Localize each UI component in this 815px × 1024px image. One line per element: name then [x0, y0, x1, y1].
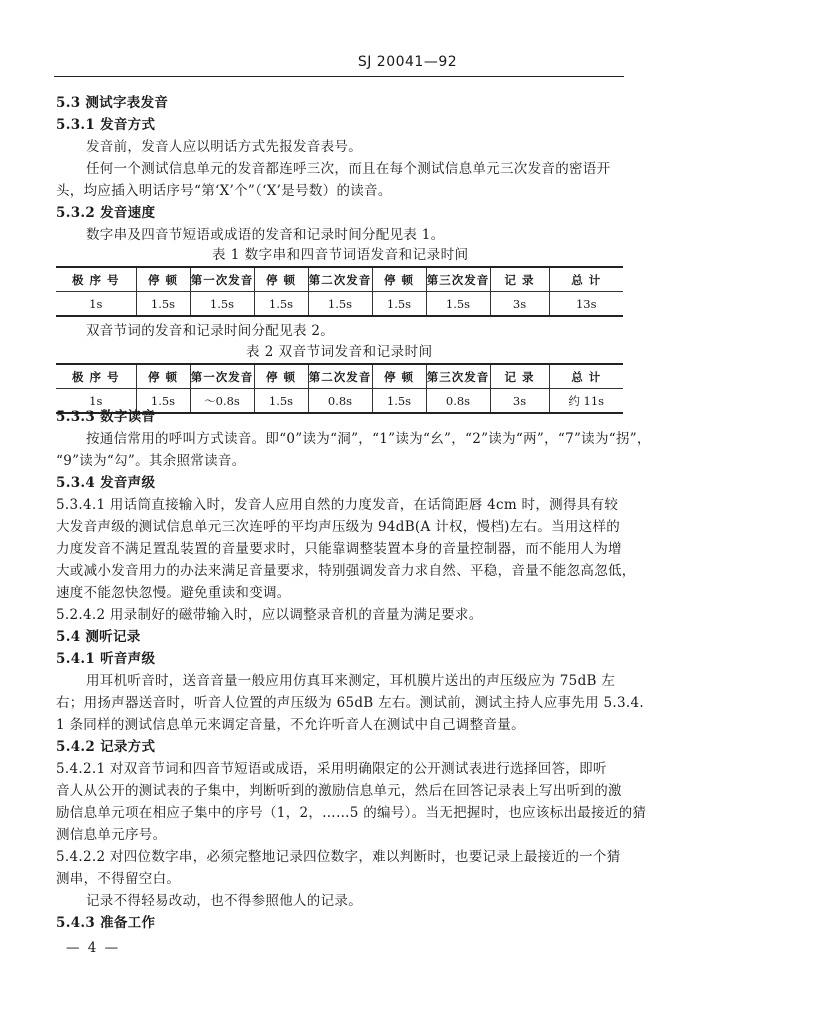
table-2-caption: 表 2 双音节词发音和记录时间 — [246, 344, 433, 360]
table-header-cell: 总 计 — [549, 364, 623, 389]
table-header-cell: 停 顿 — [136, 267, 190, 292]
paragraph-line: 任何一个测试信息单元的发音都连呼三次，而且在每个测试信息单元三次发音的密语开 — [86, 161, 611, 177]
paragraph-line: 5.4.2.1 对双音节词和四音节短语或成语，采用明确限定的公开测试表进行选择回答，即听 — [56, 761, 607, 777]
table-cell: 1.5s — [426, 292, 490, 317]
section-heading-5-4-3: 5.4.3 准备工作 — [56, 915, 156, 931]
section-heading-5-3: 5.3 测试字表发音 — [56, 95, 169, 111]
table-header-cell: 总 计 — [549, 267, 623, 292]
table-cell: 1.5s — [372, 389, 426, 414]
table-header-cell: 极 序 号 — [56, 267, 136, 292]
table-cell: 3s — [490, 292, 549, 317]
paragraph-line: 速度不能忽快忽慢。避免重读和变调。 — [56, 585, 291, 601]
table-cell: 1.5s — [136, 292, 190, 317]
table-cell: 1.5s — [190, 292, 254, 317]
paragraph-line: 数字串及四音节短语或成语的发音和记录时间分配见表 1。 — [86, 227, 445, 243]
section-heading-5-3-4: 5.3.4 发音声级 — [56, 475, 156, 491]
paragraph-line: 用耳机听音时，送音音量一般应用仿真耳来测定，耳机膜片送出的声压级应为 75dB 左 — [86, 673, 616, 689]
table-cell: 约 11s — [549, 389, 623, 414]
table-cell: 1s — [56, 389, 136, 414]
table-header-cell: 极 序 号 — [56, 364, 136, 389]
table-header-cell: 第二次发音 — [308, 364, 372, 389]
paragraph-line: 励信息单元项在相应子集中的序号（1，2，……5 的编号）。当无把握时，也应该标出最接近的猜 — [56, 805, 647, 821]
paragraph-line: 按通信常用的呼叫方式读音。即“0”读为“洞”，“1”读为“幺”，“2”读为“两”，“7”读为“拐”， — [86, 431, 651, 447]
paragraph-line: 大发音声级的测试信息单元三次连呼的平均声压级为 94dB(A 计权，慢档)左右。当用这样的 — [56, 519, 621, 535]
paragraph-line: 5.3.4.1 用话筒直接输入时，发音人应用自然的力度发音，在话筒距唇 4cm 时，测得具有较 — [56, 497, 619, 513]
table-cell: 1s — [56, 292, 136, 317]
table-header-cell: 停 顿 — [372, 364, 426, 389]
table-header-cell: 第二次发音 — [308, 267, 372, 292]
section-heading-5-3-2: 5.3.2 发音速度 — [56, 205, 156, 221]
table-header-cell: 停 顿 — [254, 267, 308, 292]
paragraph-line: 5.2.4.2 用录制好的磁带输入时，应以调整录音机的音量为满足要求。 — [56, 607, 483, 623]
table-header-cell: 记 录 — [490, 364, 549, 389]
table-cell: 1.5s — [136, 389, 190, 414]
table-header-cell: 停 顿 — [254, 364, 308, 389]
table-header-cell: 第三次发音 — [426, 267, 490, 292]
header-rule — [54, 76, 624, 77]
table-cell: 1.5s — [254, 292, 308, 317]
paragraph-line: 测信息单元序号。 — [56, 827, 167, 843]
table-header-cell: 停 顿 — [372, 267, 426, 292]
section-heading-5-4: 5.4 测听记录 — [56, 629, 141, 645]
table-cell: 3s — [490, 389, 549, 414]
paragraph-line: 5.4.2.2 对四位数字串，必须完整地记录四位数字，难以判断时，也要记录上最接近的一个猜 — [56, 849, 621, 865]
table-1 — [56, 266, 623, 317]
paragraph-line: 右；用扬声器送音时，听音人位置的声压级为 65dB 左右。测试前，测试主持人应事先用 5.3.4. — [56, 695, 644, 711]
table-cell: 1.5s — [372, 292, 426, 317]
table-cell: ～0.8s — [190, 389, 254, 414]
standard-code-header: SJ 20041—92 — [357, 54, 458, 70]
paragraph-line: 大或减小发音用力的办法来满足音量要求，特别强调发音力求自然、平稳，音量不能忽高忽低， — [56, 563, 636, 579]
table-2 — [56, 363, 623, 414]
paragraph-line: 记录不得轻易改动，也不得参照他人的记录。 — [86, 893, 362, 909]
section-heading-5-4-1: 5.4.1 听音声级 — [56, 651, 156, 667]
table-header-cell: 停 顿 — [136, 364, 190, 389]
table-cell: 1.5s — [308, 292, 372, 317]
paragraph-line: 测串，不得留空白。 — [56, 871, 181, 887]
paragraph-line: 头，均应插入明话序号“第‘X’个”（‘X’是号数）的读音。 — [56, 183, 392, 199]
table-header-cell: 记 录 — [490, 267, 549, 292]
paragraph-line: 力度发音不满足置乱装置的音量要求时，只能靠调整装置本身的音量控制器，而不能用人为增 — [56, 541, 622, 557]
paragraph-line: 双音节词的发音和记录时间分配见表 2。 — [86, 323, 335, 339]
section-heading-5-3-1: 5.3.1 发音方式 — [56, 117, 156, 133]
table-1-caption: 表 1 数字串和四音节词语发音和记录时间 — [212, 247, 469, 263]
paragraph-line: 发音前，发音人应以明话方式先报发音表号。 — [86, 139, 362, 155]
section-heading-5-3-3: 5.3.3 数字读音 — [56, 409, 156, 425]
paragraph-line: “9”读为“勾”。其余照常读音。 — [56, 453, 246, 469]
table-header-cell: 第一次发音 — [190, 267, 254, 292]
table-cell: 1.5s — [254, 389, 308, 414]
page-number: — 4 — — [66, 940, 121, 956]
paragraph-line: 1 条同样的测试信息单元来调定音量，不允许听音人在测试中自己调整音量。 — [56, 717, 525, 733]
table-header-cell: 第三次发音 — [426, 364, 490, 389]
table-cell: 0.8s — [426, 389, 490, 414]
table-cell: 13s — [549, 292, 623, 317]
table-header-cell: 第一次发音 — [190, 364, 254, 389]
section-heading-5-4-2: 5.4.2 记录方式 — [56, 739, 156, 755]
table-cell: 0.8s — [308, 389, 372, 414]
paragraph-line: 音人从公开的测试表的子集中，判断听到的激励信息单元，然后在回答记录表上写出听到的激 — [56, 783, 622, 799]
